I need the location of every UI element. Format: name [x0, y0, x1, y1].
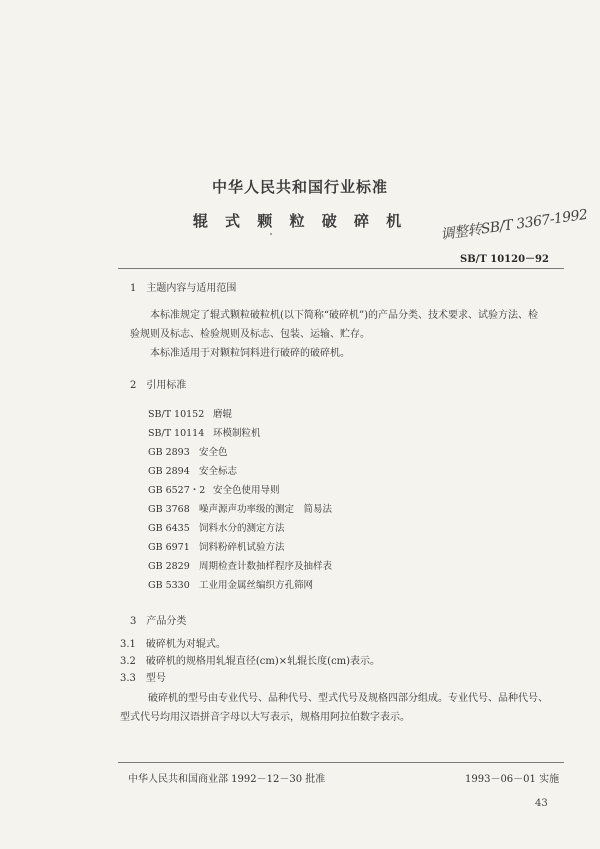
reference-name: 安全色使用导则 [213, 485, 280, 496]
reference-code: SB/T 10114 [148, 428, 205, 439]
reference-item [148, 482, 280, 496]
reference-item [148, 406, 232, 420]
document-title: 辊 式 颗 粒 破 碎 机 [192, 212, 408, 230]
reference-name: 安全色 [199, 447, 228, 458]
reference-code: GB 2829 [148, 561, 190, 572]
reference-code: GB 6527・2 [148, 485, 206, 496]
standard-code: SB/T 10120－92 [460, 254, 549, 265]
reference-item [148, 501, 332, 515]
section-3-item-3-2: 3.2 破碎机的规格用轧辊直径(cm)×轧辊长度(cm)表示。 [120, 656, 381, 667]
reference-code: GB 6971 [148, 542, 190, 553]
reference-name: 安全标志 [199, 466, 238, 477]
reference-name: 环模制粒机 [213, 428, 261, 439]
reference-item [148, 558, 332, 572]
section-3-item-3-1: 3.1 破碎机为对辊式。 [120, 639, 226, 650]
handwritten-note: 调整转SB/T 3367-1992 [439, 206, 589, 244]
section-1-para1-line2: 验规则及标志、检验规则及标志、包装、运输、贮存。 [130, 329, 370, 340]
standard-category-heading: 中华人民共和国行业标准 [211, 178, 388, 196]
reference-code: GB 3768 [148, 504, 190, 515]
reference-name: 工业用金属丝编织方孔筛网 [199, 580, 314, 591]
page-number: 43 [535, 798, 548, 809]
reference-item [148, 577, 313, 591]
reference-name: 周期检查计数抽样程序及抽样表 [199, 561, 333, 572]
reference-code: SB/T 10152 [148, 409, 205, 420]
reference-item [148, 520, 285, 534]
reference-item [148, 444, 228, 458]
section-3-para-line2: 型式代号均用汉语拼音字母以大写表示，规格用阿拉伯数字表示。 [120, 712, 410, 723]
footer-divider [118, 762, 564, 763]
section-1-para2: 本标准适用于对颗粒饲料进行破碎的破碎机。 [150, 348, 350, 359]
section-1-title: 1 主题内容与适用范围 [130, 283, 237, 294]
section-2-title: 2 引用标准 [130, 380, 187, 391]
section-3-item-3-3: 3.3 型号 [120, 673, 166, 684]
reference-item [148, 539, 285, 553]
reference-code: GB 5330 [148, 580, 190, 591]
approval-statement: 中华人民共和国商业部 1992－12－30 批准 [128, 774, 326, 785]
reference-code: GB 2894 [148, 466, 190, 477]
reference-code: GB 2893 [148, 447, 190, 458]
section-3-para-line1: 破碎机的型号由专业代号、品种代号、型式代号及规格四部分组成。专业代号、品种代号、 [148, 693, 548, 704]
implementation-date: 1993－06－01 实施 [465, 774, 560, 785]
reference-name: 噪声源声功率级的测定 简易法 [199, 504, 333, 515]
reference-name: 磨辊 [213, 409, 233, 420]
reference-item [148, 463, 237, 477]
reference-name: 饲料水分的测定方法 [199, 523, 285, 534]
section-1-para1-line1: 本标准规定了辊式颗粒破粒机(以下简称“破碎机”)的产品分类、技术要求、试验方法、检 [150, 310, 539, 321]
ink-dot [270, 233, 272, 235]
reference-code: GB 6435 [148, 523, 190, 534]
reference-name: 饲料粉碎机试验方法 [199, 542, 285, 553]
section-3-title: 3 产品分类 [130, 616, 187, 627]
reference-item [148, 425, 261, 439]
header-divider [118, 268, 564, 269]
